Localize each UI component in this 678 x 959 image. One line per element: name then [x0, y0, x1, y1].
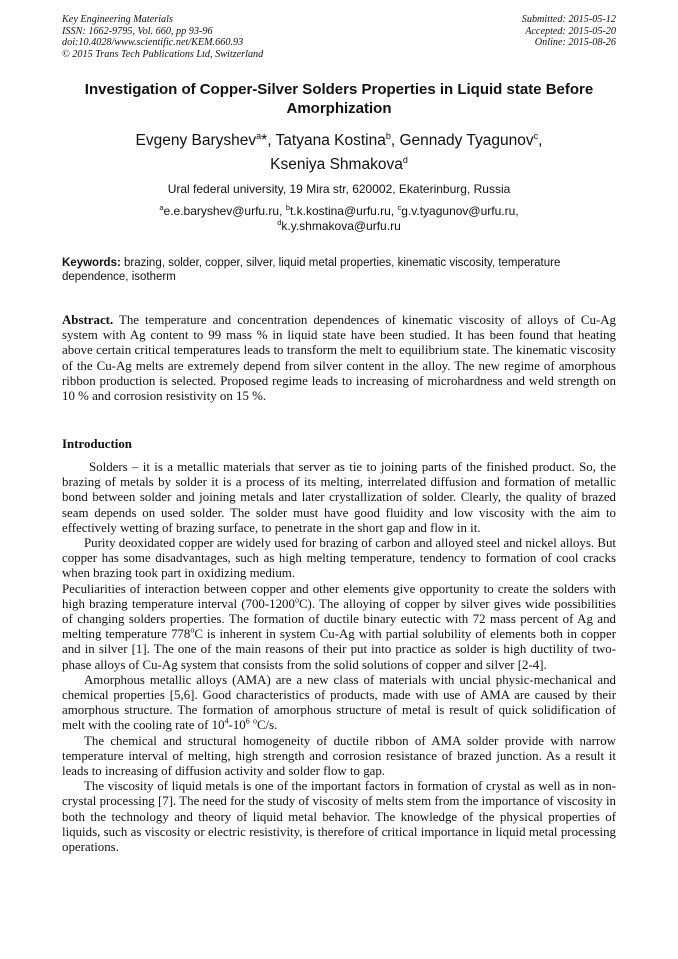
section-heading-introduction: Introduction [62, 437, 132, 451]
author-affil-mark: b [385, 130, 391, 141]
journal-doi: doi:10.4028/www.scientific.net/KEM.660.93 [62, 37, 244, 49]
email-mark: c [397, 203, 402, 212]
paragraph: Solders – it is a metallic materials that server as tie to joining parts of the finished product. So, the brazing of metals by solder it is a process of its melting, interrelated diffusion and formation of metallic bond between solder and joining metals and later crystallization of solder. Clearly, the quality of brazed seam depends on used solder. The solder must have good fluidity and low viscosity with the aim to effectively wetting of brazing surface, to penetrate in the short gap and flow in it. [62, 460, 616, 535]
publication-dates [522, 14, 616, 49]
paragraph [62, 673, 616, 734]
degree-mark: o [294, 595, 299, 605]
introduction-body [62, 460, 616, 855]
journal-name: Key Engineering Materials [62, 14, 173, 25]
date-submitted: Submitted: 2015-05-12 [521, 14, 616, 25]
paragraph: Purity deoxidated copper are widely used for brazing of carbon and alloyed steel and nickel alloys. But copper has some disadvantages, such as high melting temperature, tendency to formation of cool cracks when brazing took part in oxidizing medium. [62, 536, 616, 581]
abstract-text: The temperature and concentration dependences of kinematic viscosity of alloys of Cu-Ag system with Ag content to 99 mass % in liquid state have been studied. It has been found that heating above certain critical temperatures leads to transform the melt to equilibrium state. The kinematic viscosity of the Cu-Ag melts are extremely depend from silver content in the alloy. The new regime of amorphous ribbon production is selected. Proposed regime leads to increasing of microhardness and weld strength on 10 % and corrosion resistivity on 15 %. [62, 313, 616, 404]
paragraph: The viscosity of liquid metals is one of the important factors in formation of crystal as well as in non-crystal processing [7]. The need for the study of viscosity of melts stem from the importance of viscosity in both the technology and theory of liquid metal behavior. The knowledge of the physical properties of liquids, such as viscosity or electric resistivity, is therefore of critical importance in liquid metal processing operations. [62, 779, 616, 855]
date-online: Online: 2015-08-26 [534, 37, 616, 49]
author-name: Tatyana Kostina [275, 132, 386, 149]
email-mark: a [159, 203, 164, 212]
author-affil-mark: d [402, 154, 408, 165]
text-run: Amorphous metallic alloys (AMA) are a new class of materials with uncial physic-mechanical and chemical properties [5,6]. Good characteristics of products, made with use of AMA are caused by their amorphous structure. The formation of amorphous structure of metal is result of quick solidification of melt with the cooling rate of 10 [62, 672, 616, 733]
degree-mark: o [190, 625, 195, 635]
email-mark: b [285, 203, 290, 212]
abstract-label: Abstract. [62, 313, 114, 327]
text-run: -10 [228, 718, 246, 733]
keywords [62, 256, 616, 284]
journal-issn: ISSN: 1662-9795, Vol. 660, pp 93-96 [62, 25, 213, 37]
exponent: 6 [245, 717, 250, 727]
author-affil-mark: a [256, 130, 262, 141]
affiliation: Ural federal university, 19 Mira str, 620002, Ekaterinburg, Russia [167, 182, 511, 196]
email-address[interactable]: e.e.baryshev@urfu.ru, [163, 204, 286, 218]
keywords-text: brazing, solder, copper, silver, liquid metal properties, kinematic viscosity, temperature dependence, isotherm [62, 257, 561, 283]
email-address[interactable]: t.k.kostina@urfu.ru, [289, 204, 398, 218]
author-separator: , [538, 132, 543, 149]
corresponding-mark: *, [261, 132, 276, 149]
paragraph: The chemical and structural homogeneity of ductile ribbon of AMA solder provide with narrow temperature interval of melting, high strength and corrosion resistance of brazed junction. As a result it leads to increasing of diffusion activity and solder flow to gap. [62, 733, 616, 779]
text-run: C). The alloying of copper by silver gives wide possibilities of changing solders properties. The formation of ductile binary eutectic with 72 mass percent of Ag and melting temperature 778 [62, 596, 617, 642]
email-address[interactable]: g.v.tyagunov@urfu.ru, [401, 204, 519, 218]
author-name: Gennady Tyagunov [399, 132, 534, 149]
abstract [62, 313, 616, 404]
paper-title: Investigation of Copper-Silver Solders Properties in Liquid state Before Amorphization [84, 81, 594, 117]
author-name: Evgeny Baryshev [135, 132, 257, 149]
email-mark: d [277, 218, 282, 227]
text-run: Peculiarities of interaction between copper and other elements give opportunity to create the solders with high brazing temperature interval (700-1200 [62, 581, 616, 611]
author-list [40, 129, 638, 177]
author-name: Kseniya Shmakova [270, 156, 403, 173]
text-run: C is inherent in system Cu-Ag with partial solubility of elements both in copper and in silver [1]. The one of the main reasons of their put into practice as solder is high ductility of two-phase alloys of Cu-Ag system that consists from the solid solutions of copper and silver [2-4]. [62, 627, 616, 672]
author-emails [40, 204, 638, 234]
journal-copyright: © 2015 Trans Tech Publications Ltd, Switzerland [62, 48, 264, 60]
author-affil-mark: c [533, 130, 539, 141]
exponent: 4 [224, 717, 229, 727]
email-address[interactable]: k.y.shmakova@urfu.ru [281, 219, 401, 233]
paragraph [62, 582, 616, 673]
date-accepted: Accepted: 2015-05-20 [525, 25, 616, 37]
author-separator: , [390, 132, 400, 149]
degree-mark: o [252, 717, 257, 727]
keywords-label: Keywords: [62, 257, 121, 269]
text-run: C/s. [256, 718, 278, 733]
journal-info [62, 14, 263, 60]
